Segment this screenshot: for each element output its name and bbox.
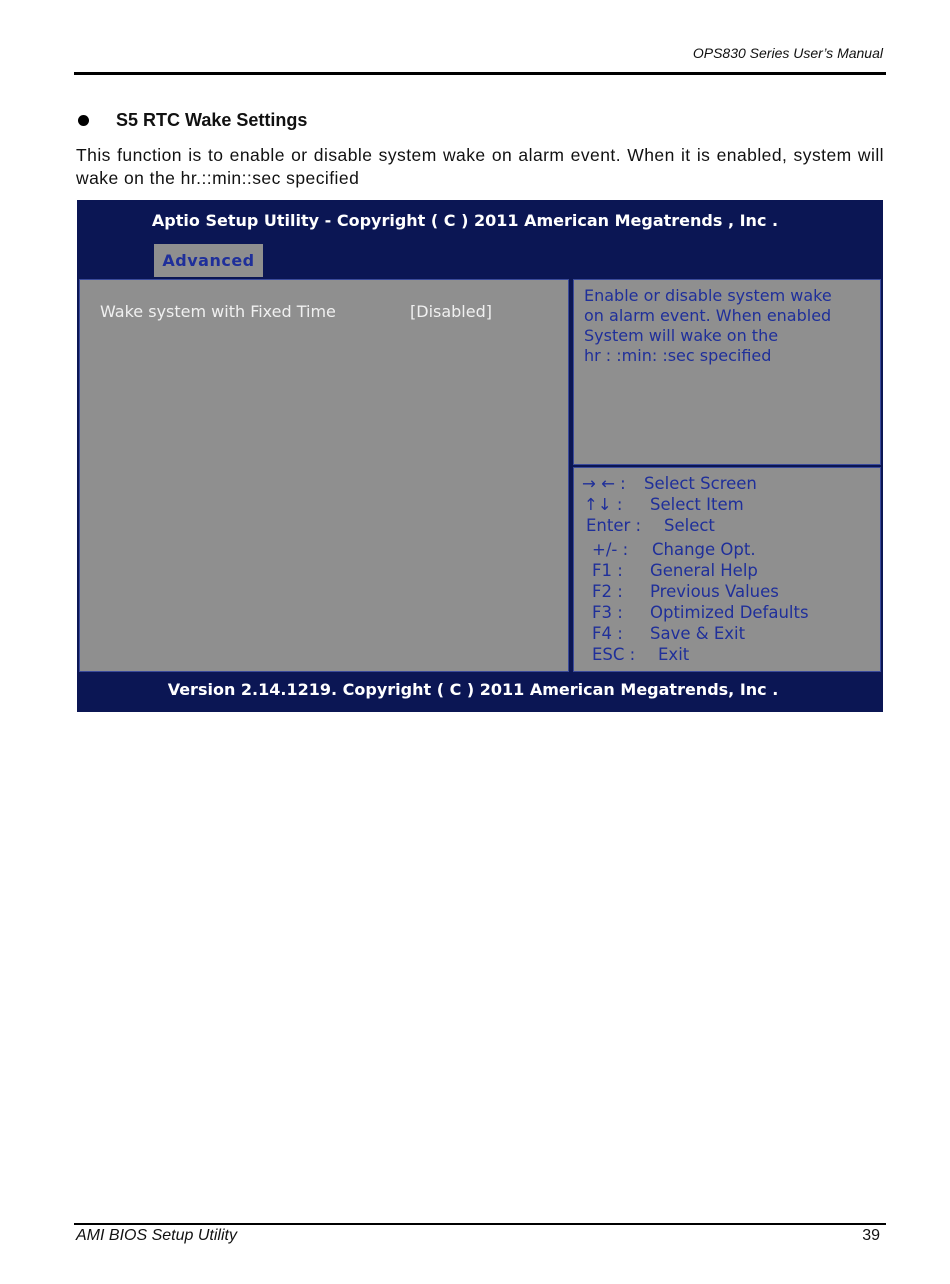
key-label: F2 : <box>592 582 623 601</box>
bios-body <box>77 277 883 675</box>
setting-label: Wake system with Fixed Time <box>100 302 336 321</box>
setting-value[interactable]: [Disabled] <box>410 302 492 321</box>
key-action: Optimized Defaults <box>650 603 809 622</box>
key-label: F3 : <box>592 603 623 622</box>
key-label: → ← : <box>582 474 626 493</box>
page-number: 39 <box>862 1227 880 1244</box>
section-title: S5 RTC Wake Settings <box>116 110 308 130</box>
help-panel <box>573 279 881 465</box>
key-action: General Help <box>650 561 758 580</box>
tab-advanced[interactable]: Advanced <box>154 244 263 277</box>
key-label: ESC : <box>592 645 636 664</box>
key-action: Save & Exit <box>650 624 746 643</box>
key-label: Enter : <box>586 516 642 535</box>
key-action: Change Opt. <box>652 540 756 559</box>
key-action: Exit <box>658 645 690 664</box>
key-label: F1 : <box>592 561 623 580</box>
key-action: Select Item <box>650 495 744 514</box>
bios-screenshot <box>77 200 883 712</box>
key-label: +/- : <box>592 540 629 559</box>
bios-version-footer: Version 2.14.1219. Copyright ( C ) 2011 American Megatrends, Inc . <box>167 680 779 699</box>
key-label: F4 : <box>592 624 623 643</box>
key-action: Select <box>664 516 715 535</box>
help-text: Enable or disable system wake on alarm event. When enabled System will wake on the hr : :min: :sec specified <box>584 286 832 365</box>
settings-panel <box>79 279 569 672</box>
manual-title: OPS830 Series User’s Manual <box>692 45 883 61</box>
bullet-icon <box>78 115 89 126</box>
key-action: Select Screen <box>644 474 757 493</box>
bios-title: Aptio Setup Utility - Copyright ( C ) 2011 American Megatrends , Inc . <box>151 211 779 230</box>
key-legend-panel <box>573 467 881 672</box>
header-rule <box>74 72 886 75</box>
key-action: Previous Values <box>650 582 779 601</box>
key-label: ↑↓ : <box>584 495 623 514</box>
footer-rule <box>74 1223 886 1225</box>
footer-chapter: AMI BIOS Setup Utility <box>76 1227 237 1244</box>
section-description: This function is to enable or disable system wake on alarm event. When it is enabled, system will wake on the hr.::min::sec specified <box>76 145 884 188</box>
